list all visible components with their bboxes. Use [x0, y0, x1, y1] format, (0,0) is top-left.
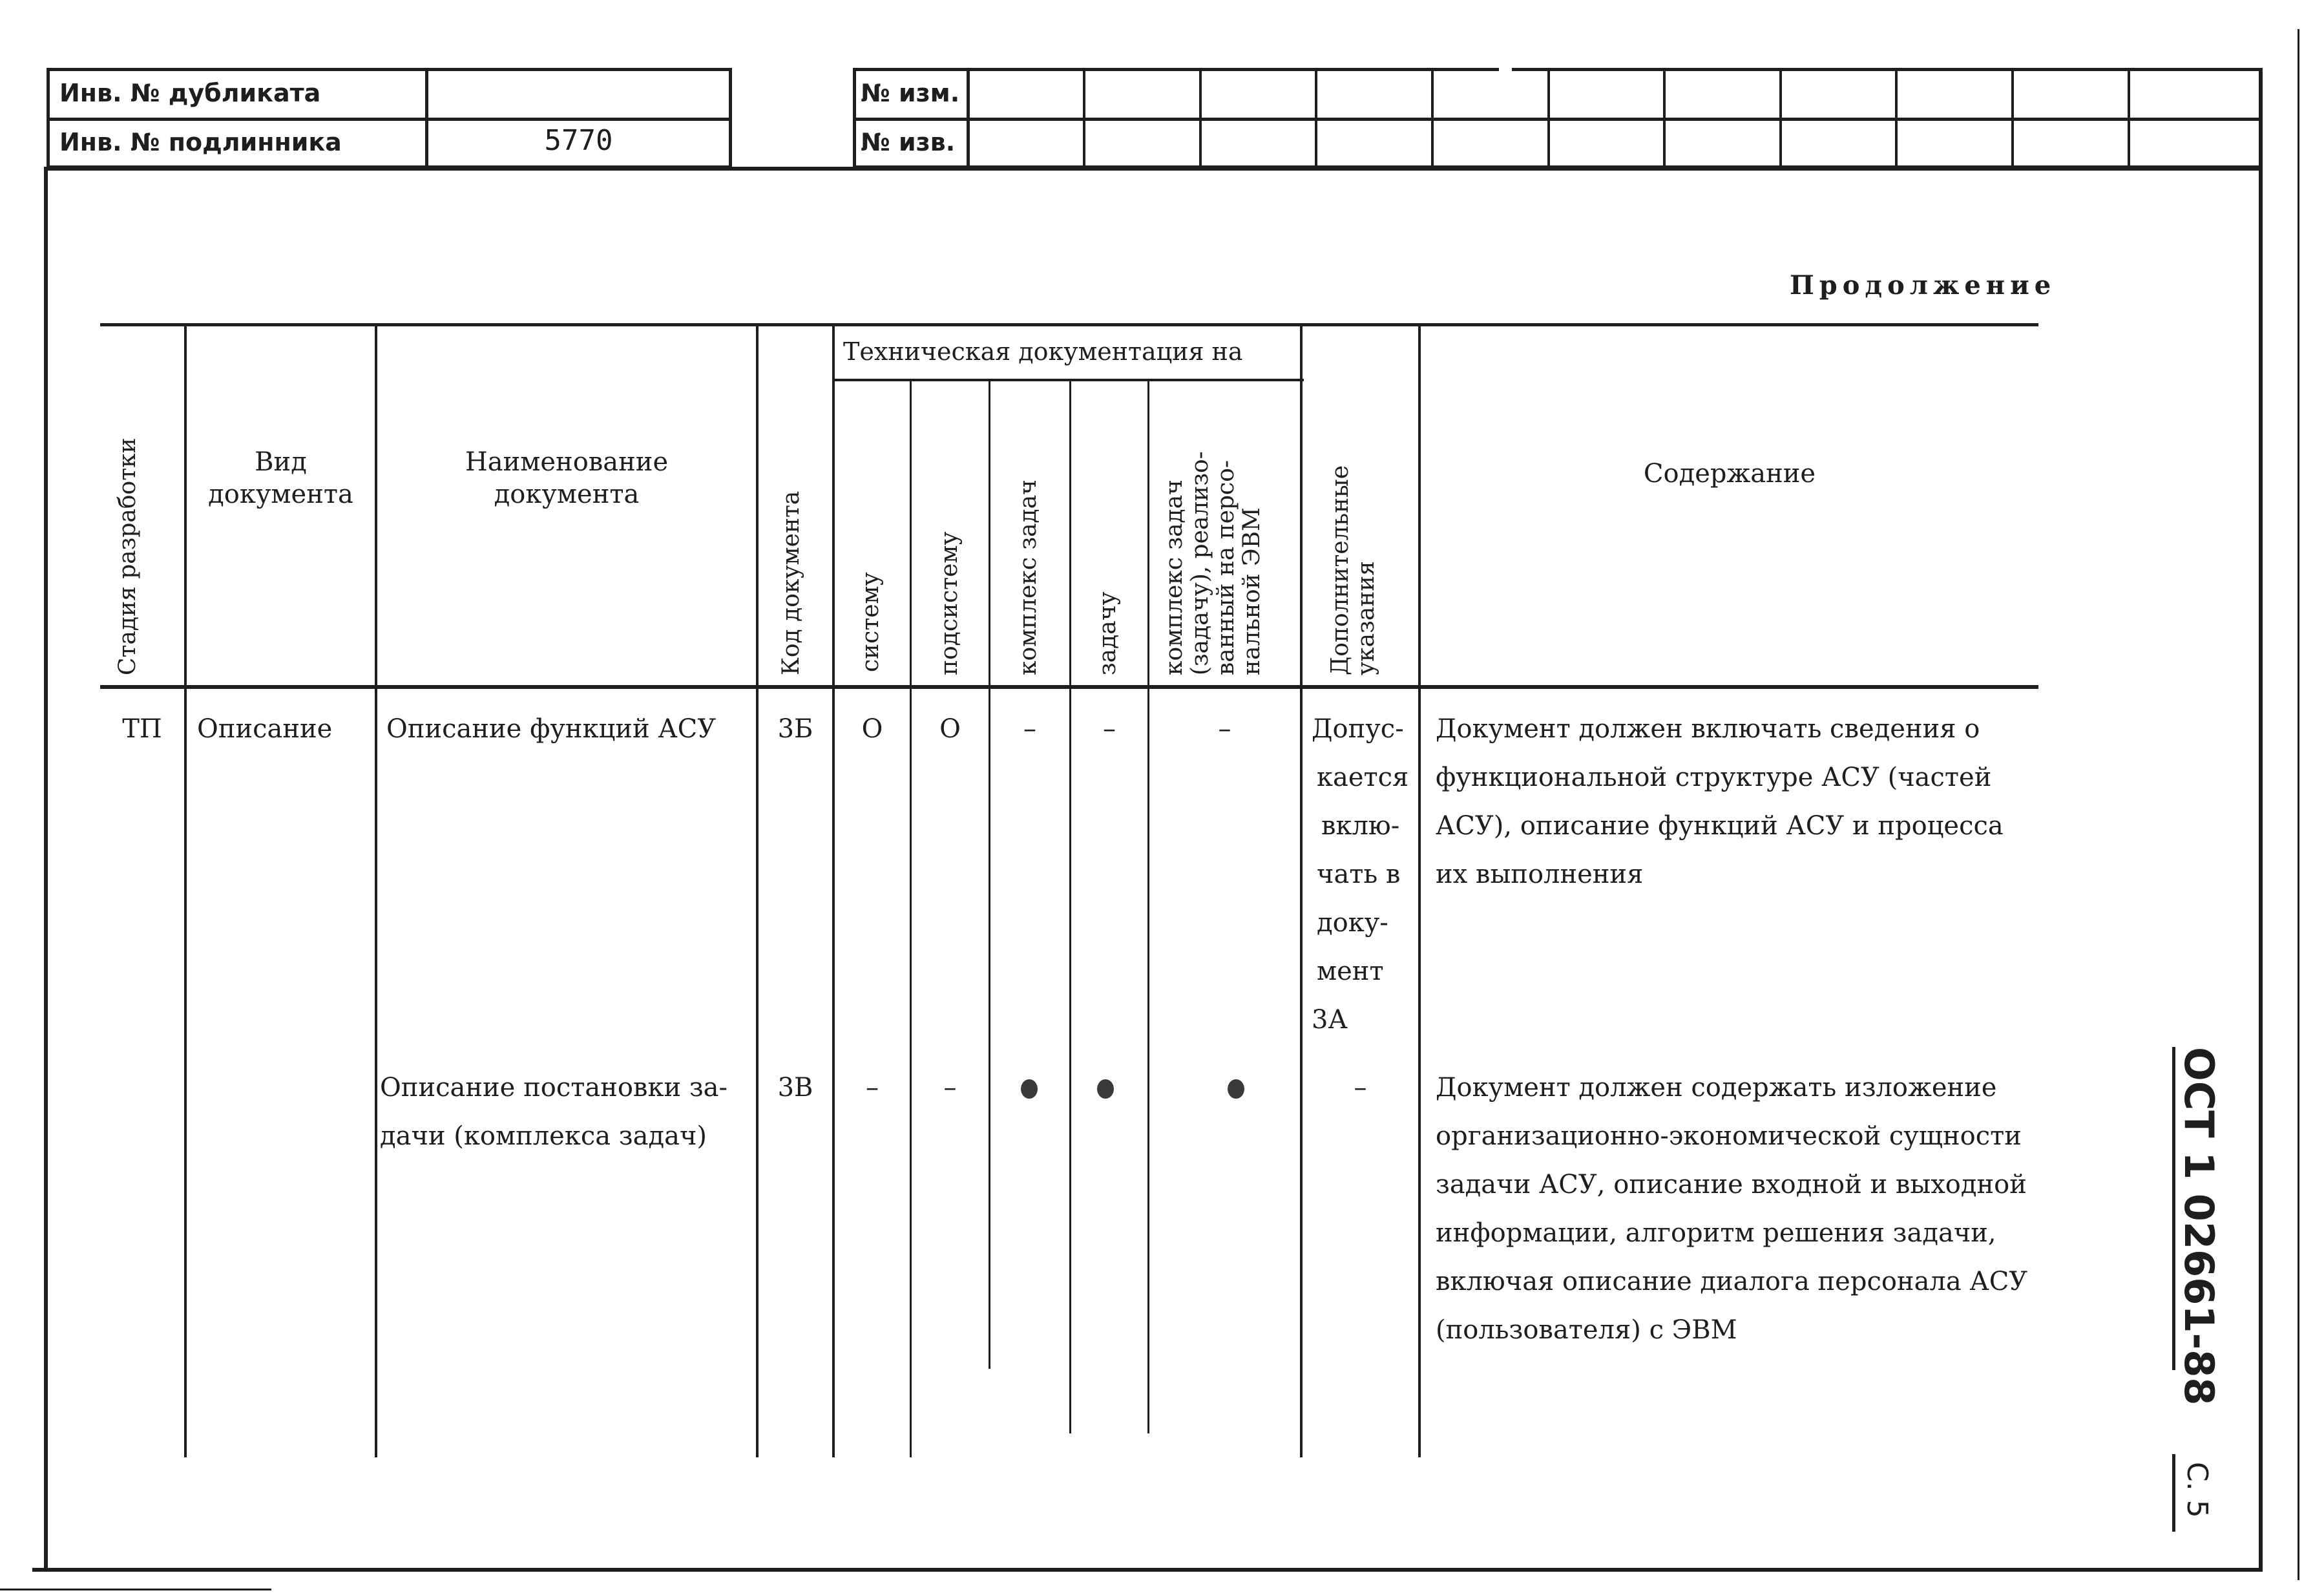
inv-duplicate-label: Инв. № дубликата	[59, 79, 321, 107]
header-subsystem: подсистему	[936, 531, 963, 675]
page-number: С. 5	[2181, 1462, 2214, 1518]
row2-system: –	[866, 1073, 879, 1103]
notice-number-label: № изв.	[861, 128, 956, 156]
header-doc-name: Наименование документа	[465, 447, 669, 509]
frame-left	[44, 167, 48, 1570]
row2-task-dot	[1097, 1079, 1114, 1099]
scan-bottom-line	[0, 1589, 271, 1590]
row1-doc-name: Описание функций АСУ	[386, 714, 717, 744]
row1-system: О	[861, 714, 883, 744]
row2-doc-code: 3В	[777, 1073, 813, 1103]
header-system: систему	[857, 572, 884, 672]
header-doc-code: Код документа	[778, 491, 804, 675]
continuation-label: Продолжение	[1790, 270, 2057, 301]
header-stage: Стадия разработки	[114, 438, 141, 675]
header-task: задачу	[1094, 591, 1121, 675]
header-pc-complex: комплекс задач (задачу), реализо- ванный на персо- нальной ЭВМ	[1161, 451, 1265, 675]
standard-code: ОСТ 1 02661-88	[2175, 1047, 2223, 1406]
inv-original-label: Инв. № подлинника	[59, 128, 342, 156]
tech-doc-subheader-rule	[833, 379, 1304, 381]
header-content: Содержание	[1643, 459, 1816, 489]
frame-bottom	[32, 1568, 2263, 1572]
row1-pc-complex: –	[1218, 714, 1231, 744]
row2-subsystem: –	[943, 1073, 957, 1103]
row2-task-complex-dot	[1021, 1079, 1038, 1099]
row1-task-complex: –	[1023, 714, 1036, 744]
frame-right	[2259, 68, 2263, 1570]
row1-stage: ТП	[122, 714, 162, 744]
row1-doc-type: Описание	[197, 714, 333, 744]
row1-task: –	[1103, 714, 1116, 744]
row2-additional: –	[1354, 1073, 1367, 1103]
scan-edge-line	[2298, 29, 2299, 1580]
header-additional: Дополнительные указания	[1327, 465, 1379, 675]
header-tech-doc: Техническая документация на	[843, 337, 1243, 366]
change-number-label: № изм.	[861, 79, 960, 107]
header-task-complex: комплекс задач	[1015, 480, 1042, 675]
inv-original-value: 5770	[544, 124, 613, 157]
row1-doc-code: 3Б	[777, 714, 813, 744]
row2-pc-complex-dot	[1228, 1079, 1244, 1099]
table-top-rule	[100, 323, 2038, 326]
side-page-rule	[2172, 1454, 2175, 1532]
header-doc-type: Вид документа	[208, 447, 353, 509]
row1-subsystem: О	[939, 714, 961, 744]
